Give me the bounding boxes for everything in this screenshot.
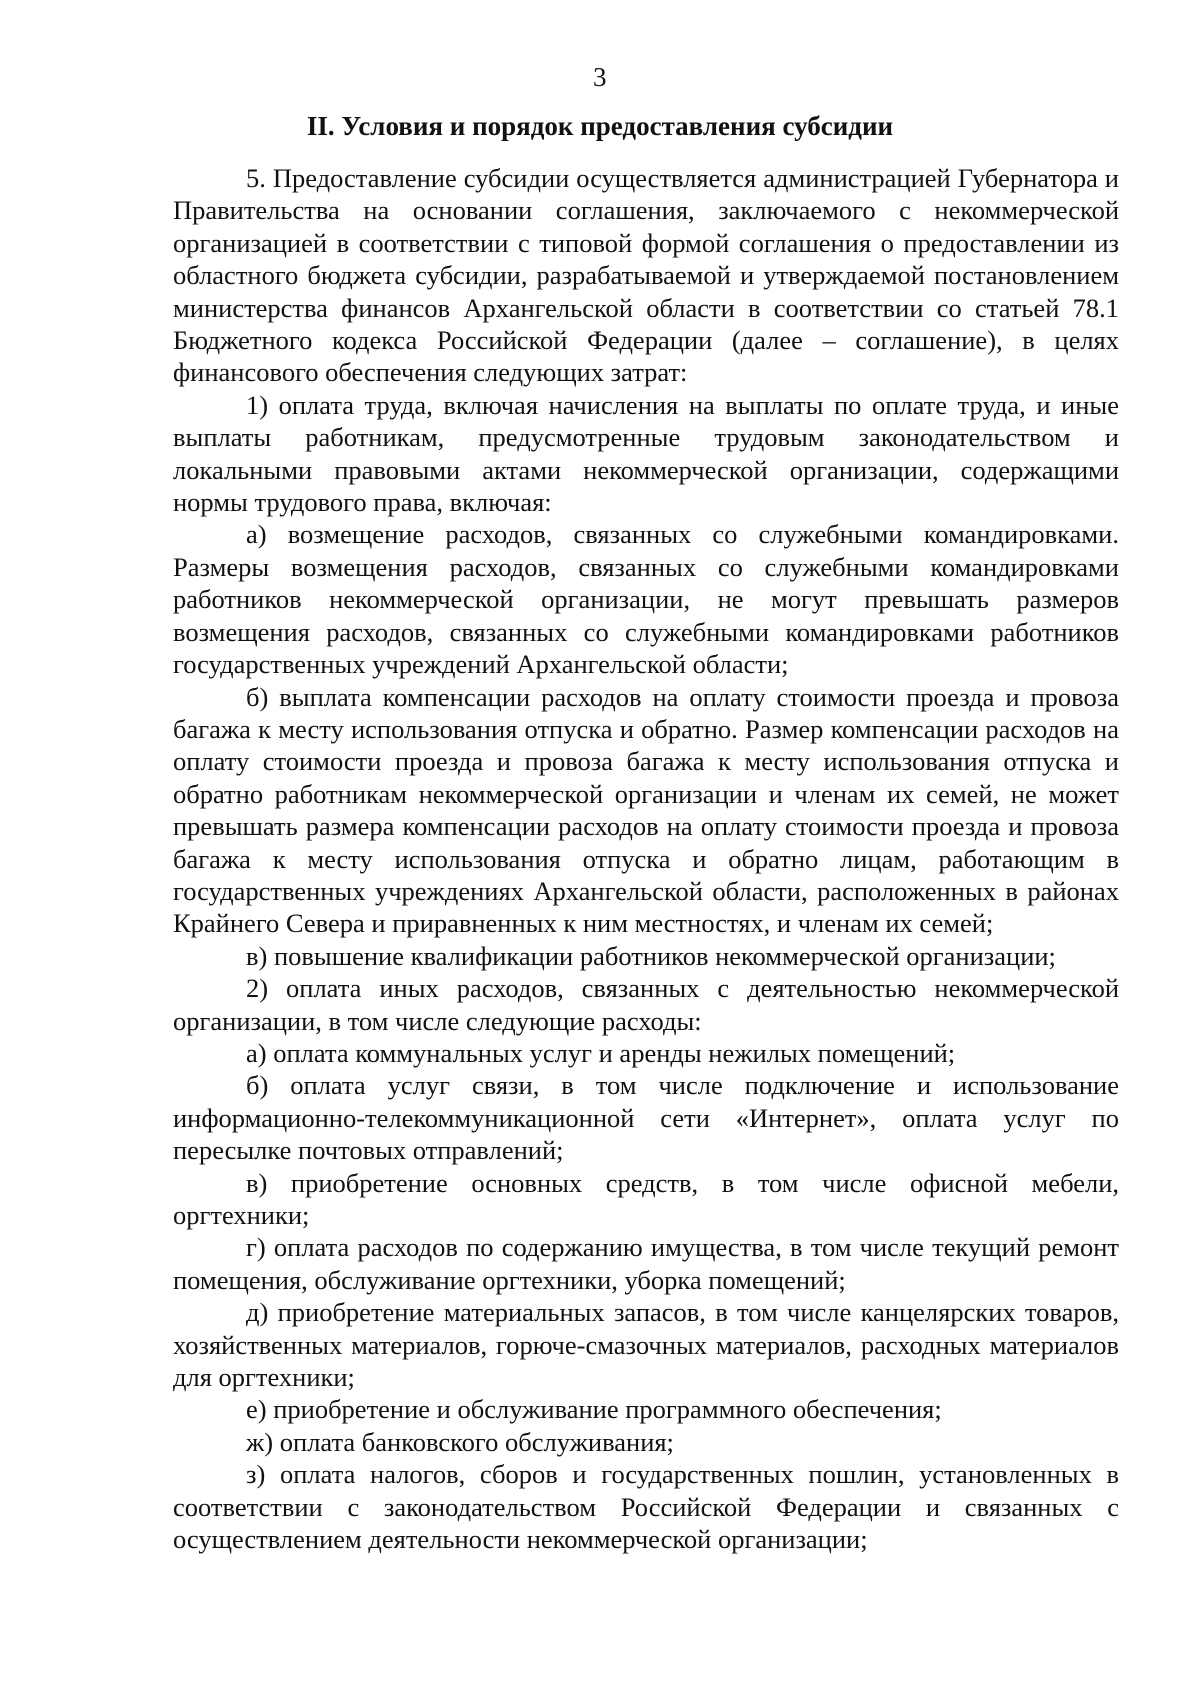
paragraph-item-2a: а) оплата коммунальных услуг и аренды нежилых помещений; bbox=[246, 1037, 956, 1068]
document-body bbox=[173, 162, 1119, 1555]
paragraph-item-2z: з) оплата налогов, сборов и государственных пошлин, установленных в соответствии с законодательством Российской Федерации и связанных с осуществлением деятельности некоммерческой организации; bbox=[173, 1459, 1119, 1555]
paragraph-item-2v: в) приобретение основных средств, в том числе офисной мебели, оргтехники; bbox=[173, 1167, 1119, 1230]
paragraph-item-1b: б) выплата компенсации расходов на оплату стоимости проезда и провоза багажа к месту использования отпуска и обратно. Размер компенсации расходов на оплату стоимости проезда и провоза багажа к месту использования отпуска и обратно работникам некоммерческой организации и членам их семей, не может превышать размера компенсации расходов на оплату стоимости проезда и провоза багажа к месту использования отпуска и обратно лицам, работающим в государственных учреждениях Архангельской области, расположенных в районах Крайнего Севера и приравненных к ним местностях, и членам их семей; bbox=[173, 681, 1119, 939]
paragraph-item-1: 1) оплата труда, включая начисления на выплаты по оплате труда, и иные выплаты работникам, предусмотренные трудовым законодательством и локальными правовыми актами некоммерческой организации, содержащими нормы трудового права, включая: bbox=[173, 389, 1119, 518]
paragraph-5: 5. Предоставление субсидии осуществляется администрацией Губернатора и Правительства на основании соглашения, заключаемого с некоммерческой организацией в соответствии с типовой формой соглашения о предоставлении из областного бюджета субсидии, разрабатываемой и утверждаемой постановлением министерства финансов Архангельской области в соответствии со статьей 78.1 Бюджетного кодекса Российской Федерации (далее – соглашение), в целях финансового обеспечения следующих затрат: bbox=[173, 163, 1119, 388]
section-title: II. Условия и порядок предоставления субсидии bbox=[306, 111, 894, 141]
paragraph-item-2e: е) приобретение и обслуживание программного обеспечения; bbox=[246, 1394, 942, 1425]
paragraph-item-1v: в) повышение квалификации работников некоммерческой организации; bbox=[246, 940, 1056, 971]
paragraph-item-1a: а) возмещение расходов, связанных со служебными командировками. Размеры возмещения расходов, связанных со служебными командировками работников некоммерческой организации, не могут превышать размеров возмещения расходов, связанных со служебными командировками работников государственных учреждений Архангельской области; bbox=[173, 519, 1119, 680]
paragraph-item-2g: г) оплата расходов по содержанию имущества, в том числе текущий ремонт помещения, обслуживание оргтехники, уборка помещений; bbox=[173, 1232, 1119, 1295]
paragraph-item-2zh: ж) оплата банковского обслуживания; bbox=[246, 1426, 674, 1457]
paragraph-item-2: 2) оплата иных расходов, связанных с деятельностью некоммерческой организации, в том числе следующие расходы: bbox=[173, 973, 1119, 1036]
paragraph-item-2d: д) приобретение материальных запасов, в том числе канцелярских товаров, хозяйственных материалов, горюче-смазочных материалов, расходных материалов для оргтехники; bbox=[173, 1297, 1119, 1393]
paragraph-item-2b: б) оплата услуг связи, в том числе подключение и использование информационно-телекоммуникационной сети «Интернет», оплата услуг по пересылке почтовых отправлений; bbox=[173, 1070, 1119, 1166]
page-number: 3 bbox=[593, 62, 607, 92]
